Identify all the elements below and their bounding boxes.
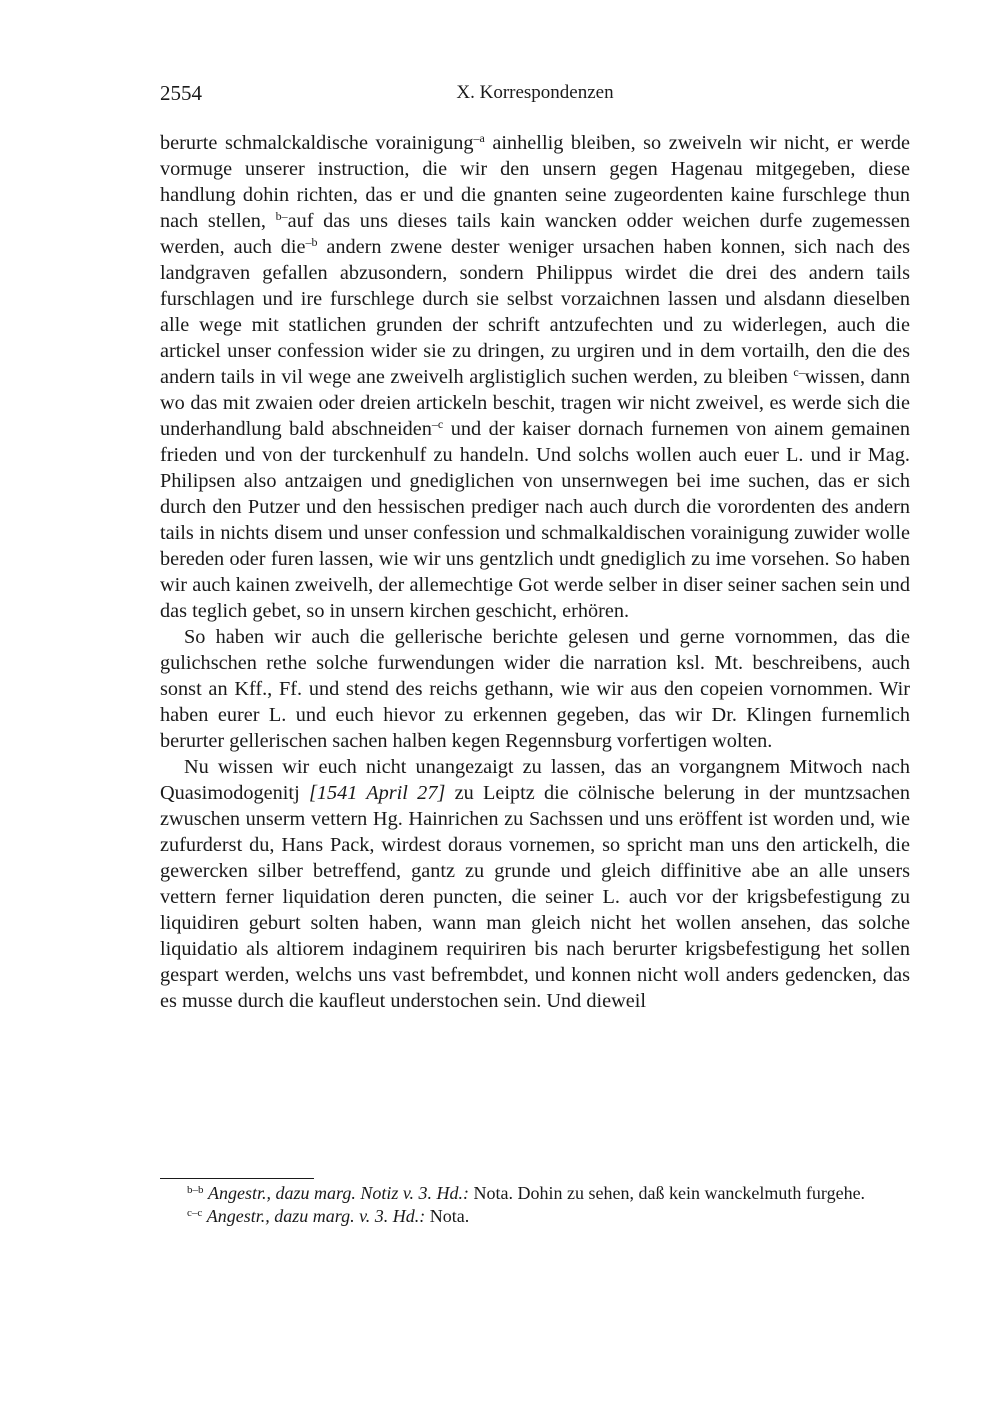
footnote-marker: b– [275, 209, 288, 223]
footnote-label: c–c [187, 1207, 203, 1219]
page-number: 2554 [160, 81, 202, 105]
footnote-marker: –a [473, 131, 485, 145]
footnote-divider [160, 1178, 314, 1179]
footnote-marker: c– [793, 365, 805, 379]
editorial-date-note: [1541 April 27] [308, 782, 446, 804]
footnote-text: Nota. Dohin zu sehen, daß kein wanckelmuth furgehe. [469, 1183, 866, 1203]
footnote-label: b–b [187, 1184, 204, 1196]
footnote-text: Nota. [425, 1206, 470, 1226]
footnote-b [160, 1182, 910, 1205]
text-run: ainhellig bleiben, so zweiveln wir nicht, er werde vormuge unserer instruction, die wir den unsern gegen Hagenau mitgegeben, diese handlung dohin richten, das er und die gnanten seine zugeordenten kaine furschlege thun nach stellen, [160, 132, 910, 232]
footnote-marker: –b [305, 235, 318, 249]
footnote-italic: Angestr., dazu marg. Notiz v. 3. Hd.: [208, 1183, 469, 1203]
text-run: berurte schmalckaldische vorainigung [160, 132, 474, 154]
footnote-c [160, 1205, 910, 1228]
text-run: andern zwene dester weniger ursachen haben konnen, sich nach des landgraven gefallen abzusondern, sondern Philippus wirdet die drei des andern tails furschlagen und ire furschlege durch sie selbst vorzaichnen lassen und alsdann dieselben alle wege mit statlichen grunden der schrift antzufechten und zu widerlegen, auch die artickel unser confession wider sie zu dringen, zu urgiren und in dem vortailh, den die des andern tails in vil wege ane zweivelh arglistiglich suchen werden, zu bleiben [160, 236, 910, 388]
text-run: auf das uns dieses tails kain wancken odder weichen durfe zugemessen werden, auch die [160, 210, 910, 258]
paragraph-1 [160, 130, 910, 624]
text-run: Nu wissen wir euch nicht unangezaigt zu lassen, das an vorgangnem Mitwoch nach Quasimodogenitj [160, 756, 910, 804]
document-page [160, 78, 910, 1014]
text-run: zu Leiptz die cölnische belerung in der muntzsachen zwuschen unserm vettern Hg. Hainrichen zu Sachssen und uns eröffent ist worden und, wie zufurderst du, Hans Pack, wirdest doraus vornemen, so spricht man uns den artickelh, die gewercken silber betreffend, gantz zu grunde und gleich diffinitive abe an alle unsers vettern ferner liquidation deren puncten, die seiner L. auch vor der krigsbefestigung zu liquidiren geburt solten haben, wann man gleich nicht het wollen ansehen, das solche liquidatio als altiorem indaginem requiriren bis nach berurter krigsbefestigung het sollen gespart werden, welchs uns vast befrembdet, und konnen nicht woll anders gedencken, das es musse durch die kaufleut understochen sein. Und dieweil [160, 782, 910, 1012]
footnote-marker: –c [431, 417, 444, 431]
body-text [160, 130, 910, 1014]
section-title: X. Korrespondenzen [456, 82, 614, 103]
text-run: wissen, dann wo das mit zwaien oder dreien artickeln beschit, tragen wir nicht zweivel, es werde sich die underhandlung bald abschneiden [160, 366, 910, 440]
footnote-italic: Angestr., dazu marg. v. 3. Hd.: [206, 1206, 426, 1226]
paragraph-2: So haben wir auch die gellerische berichte gelesen und gerne vornommen, das die gulichschen rethe solche furwendungen wider die narration ksl. Mt. beschreibens, auch sonst an Kff., Ff. und stend des reichs gethann, wie wir aus den copeien vornommen. Wir haben eurer L. und euch hievor zu erkennen gegeben, das wir Dr. Klingen furnemlich berurter gellerischen sachen halben kegen Regennsburg vorfertigen wolten. [160, 626, 910, 752]
text-run: und der kaiser dornach furnemen von ainem gemainen frieden und von der turckenhulf zu handeln. Und solchs wollen auch euer L. und ir Mag. Philipsen also antzaigen und gnediglichen von unsernwegen bei ime suchen, das er sich durch den Putzer und den hessischen prediger nach auch durch die vorordenten des andern tails in nichts disem und unser confession und schmalkaldischen vorainigung zuwider wolle bereden oder furen lassen, wie wir uns gentzlich undt gnediglich zu ime vorsehen. So haben wir auch kainen zweivelh, der allemechtige Got werde selber in diser seiner sachen sein und das teglich gebet, so in unsern kirchen geschicht, erhören. [160, 418, 910, 622]
paragraph-3 [160, 754, 910, 1014]
running-head [160, 78, 910, 108]
footnotes-section [160, 1178, 910, 1228]
